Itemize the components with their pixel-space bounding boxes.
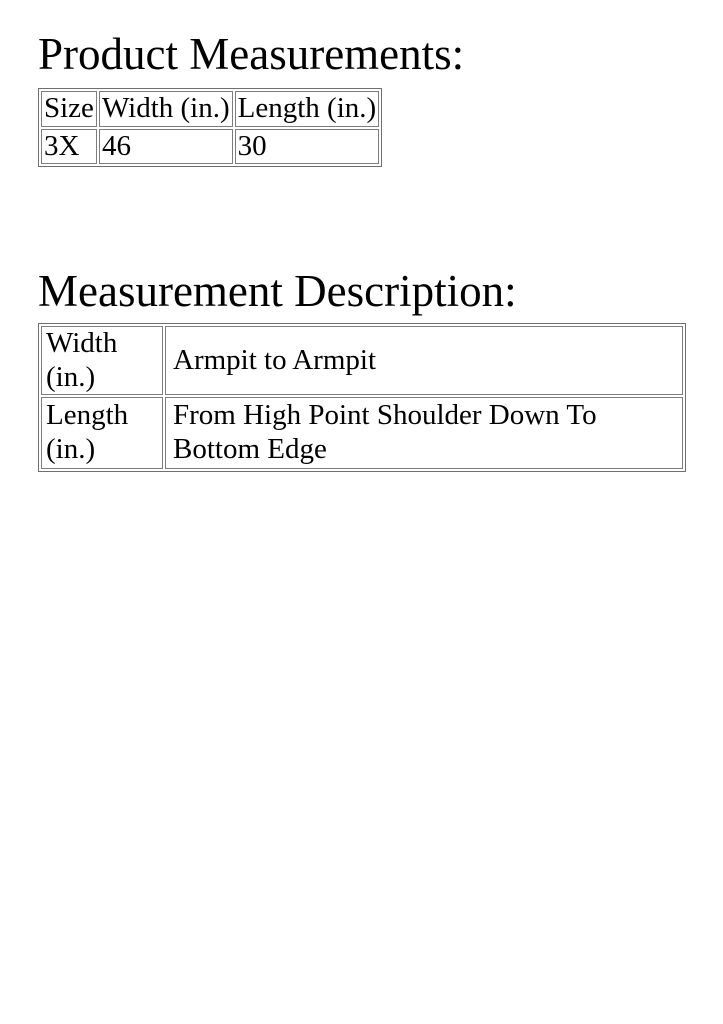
definition-width: Armpit to Armpit: [165, 326, 683, 395]
measurement-description-heading: Measurement Description:: [38, 266, 517, 316]
product-measurements-table: [38, 88, 382, 167]
term-length: Length (in.): [41, 397, 163, 468]
cell-length-value: 30: [235, 129, 380, 165]
measurement-description-table: [38, 323, 686, 472]
column-header-width: Width (in.): [99, 91, 233, 127]
product-measurements-header-row: [41, 91, 379, 127]
description-row-length: [41, 397, 683, 468]
column-header-size: Size: [41, 91, 97, 127]
description-row-width: [41, 326, 683, 395]
cell-width-value: 46: [99, 129, 233, 165]
product-measurements-heading: Product Measurements:: [38, 29, 465, 79]
term-width: Width (in.): [41, 326, 163, 395]
definition-length: From High Point Shoulder Down To Bottom Edge: [165, 397, 683, 468]
product-measurements-data-row: [41, 129, 379, 165]
column-header-length: Length (in.): [235, 91, 380, 127]
cell-size-value: 3X: [41, 129, 97, 165]
